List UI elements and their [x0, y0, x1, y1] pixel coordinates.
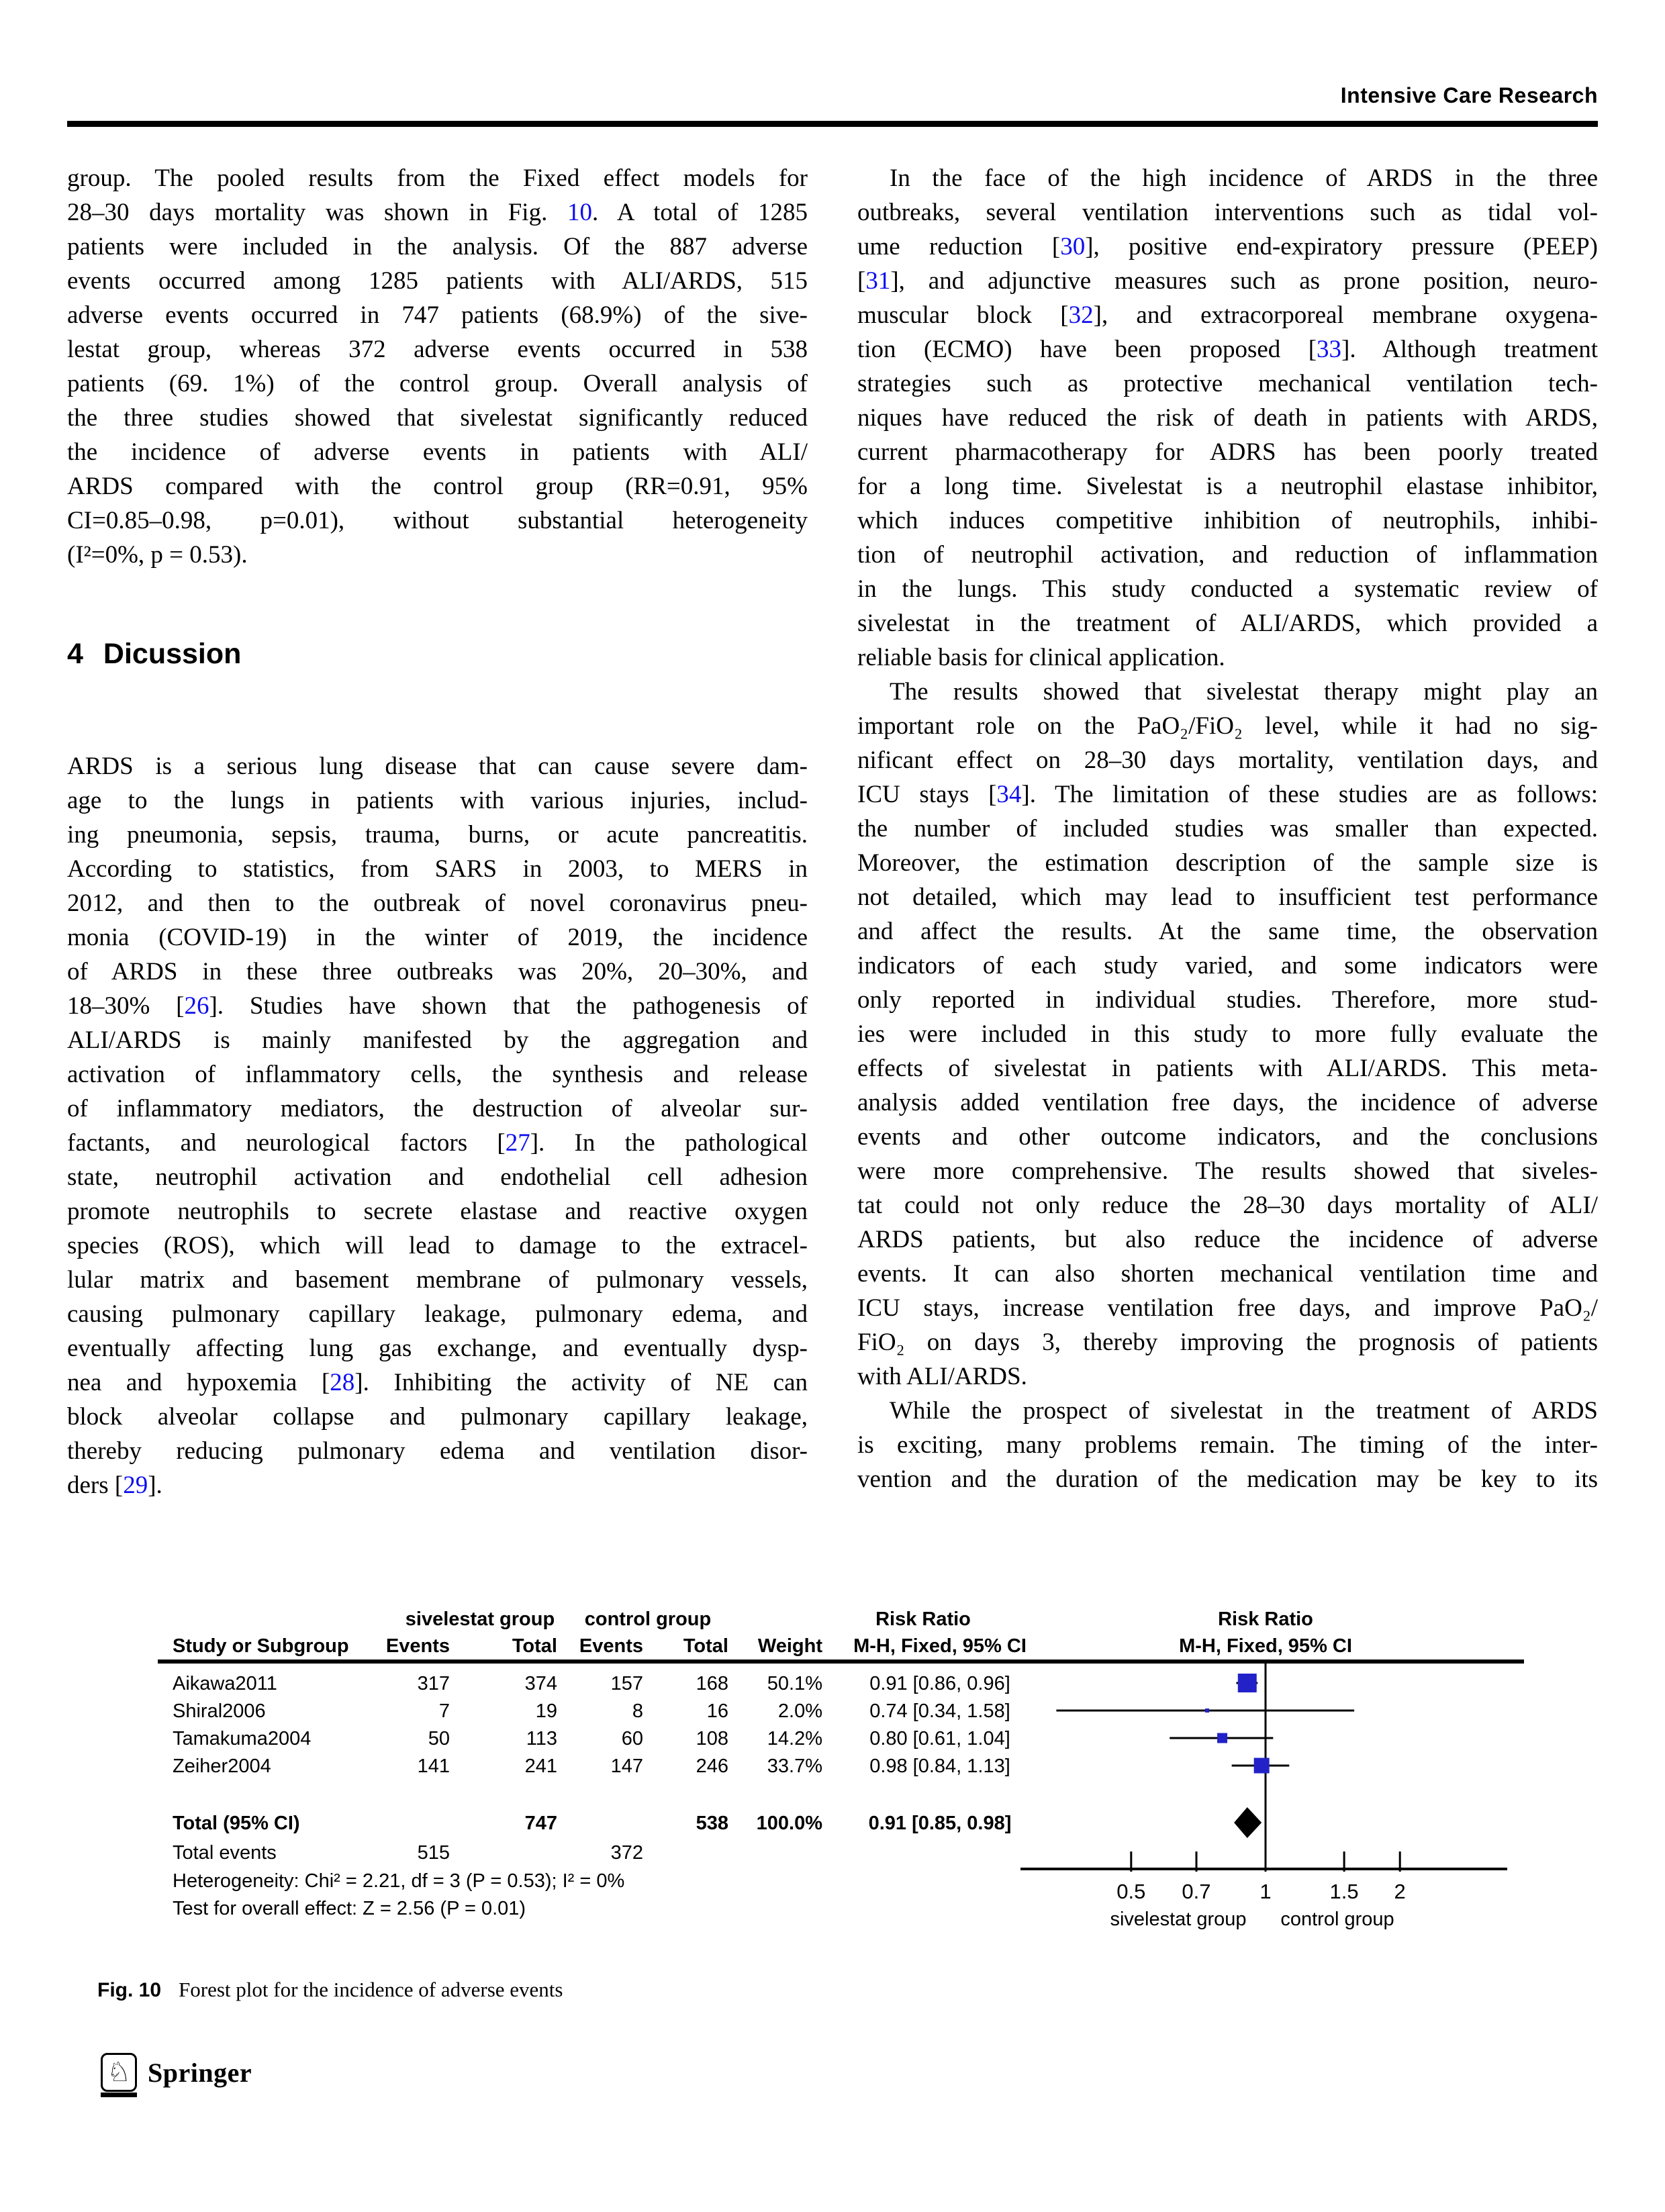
total-control: 538 [696, 1813, 728, 1834]
text-line: While the prospect of sivelestat in the treatment of ARDS [890, 1397, 1598, 1425]
text-line: the incidence of adverse events in patients with ALI/ [67, 438, 808, 466]
group-header-sivelestat: sivelestat group [405, 1608, 555, 1630]
axis-tick-label: 0.5 [1116, 1880, 1146, 1903]
text-line: events occurred among 1285 patients with ALI/ARDS, 515 [67, 267, 808, 295]
text-line: strategies such as protective mechanical ventilation tech- [857, 370, 1598, 397]
text-line: According to statistics, from SARS in 2003, to MERS in [67, 855, 808, 883]
text-line: ume reduction [30], positive end-expiratory pressure (PEEP) [857, 233, 1599, 260]
text-line: CI=0.85–0.98, p=0.01), without substantial heterogeneity [67, 507, 808, 534]
plot-title-risk-ratio: Risk Ratio [1218, 1608, 1313, 1630]
text-line: outbreaks, several ventilation interventions such as tidal vol- [857, 199, 1598, 226]
col-header-total-2: Total [683, 1635, 728, 1657]
text-line: not detailed, which may lead to insufficient test performance [857, 883, 1598, 911]
study-ci-text: 0.74 [0.34, 1.58] [869, 1700, 1010, 1722]
text-line: tat could not only reduce the 28–30 days mortality of ALI/ [857, 1192, 1598, 1219]
text-line: adverse events occurred in 747 patients (68.9%) of the sive- [67, 301, 808, 329]
text-line: ARDS patients, but also reduce the incidence of adverse [857, 1226, 1598, 1253]
axis-right-label: control group [1280, 1909, 1394, 1930]
text-line: 28–30 days mortality was shown in Fig. 10. A total of 1285 [67, 199, 808, 226]
study-total-control: 108 [696, 1728, 728, 1749]
effect-square [1217, 1733, 1227, 1743]
left-column-paragraph-2 [67, 749, 808, 1502]
text-line: tion (ECMO) have been proposed [33]. Although treatment [857, 336, 1598, 363]
pooled-diamond [1234, 1807, 1262, 1838]
text-line: thereby reducing pulmonary edema and ventilation disor- [67, 1437, 808, 1465]
right-column [857, 161, 1598, 1496]
study-events-control: 147 [610, 1756, 643, 1777]
total-events-label: Total events [173, 1842, 277, 1864]
text-line: tion of neutrophil activation, and reduction of inflammation [857, 541, 1598, 569]
citation-link[interactable]: 28 [330, 1369, 355, 1396]
text-line: Moreover, the estimation description of the sample size is [857, 849, 1598, 877]
text-line: indicators of each study varied, and some indicators were [857, 952, 1598, 979]
text-line: ICU stays, increase ventilation free days, and improve PaO₂/ [857, 1294, 1598, 1322]
effect-square [1238, 1674, 1257, 1692]
text-line: in the lungs. This study conducted a systematic review of [857, 575, 1598, 603]
study-total-control: 246 [696, 1756, 728, 1777]
text-line: 18–30% [26]. Studies have shown that the pathogenesis of [67, 992, 808, 1020]
study-total-control: 16 [706, 1700, 728, 1722]
heterogeneity-note: Heterogeneity: Chi² = 2.21, df = 3 (P = 0.53); I² = 0% [173, 1870, 625, 1892]
study-events-sivelestat: 141 [417, 1756, 450, 1777]
publisher-footer [101, 2053, 252, 2092]
text-line: only reported in individual studies. Therefore, more stud- [857, 986, 1598, 1014]
text-line: The results showed that sivelestat therapy might play an [890, 678, 1598, 706]
study-ci-text: 0.98 [0.84, 1.13] [869, 1756, 1010, 1777]
section-title: Dicussion [103, 638, 242, 670]
study-weight: 2.0% [777, 1700, 822, 1722]
figure-caption-label: Fig. 10 [97, 1979, 162, 2001]
text-line: analysis added ventilation free days, the incidence of adverse [857, 1089, 1598, 1116]
study-name: Tamakuma2004 [173, 1728, 312, 1749]
text-line: 2012, and then to the outbreak of novel coronavirus pneu- [67, 889, 808, 917]
study-events-control: 60 [621, 1728, 643, 1749]
text-line: events. It can also shorten mechanical ventilation time and [857, 1260, 1598, 1288]
study-name: Zeiher2004 [173, 1756, 271, 1777]
overall-effect-note: Test for overall effect: Z = 2.56 (P = 0.01) [173, 1898, 526, 1919]
text-line: age to the lungs in patients with various injuries, includ- [67, 787, 808, 814]
text-line: is exciting, many problems remain. The timing of the inter- [857, 1431, 1598, 1459]
axis-tick-label: 1.5 [1329, 1880, 1359, 1903]
study-total-control: 168 [696, 1673, 728, 1694]
text-line: lestat group, whereas 372 adverse events occurred in 538 [67, 336, 808, 363]
figure-caption [97, 1978, 563, 2002]
citation-link[interactable]: 34 [996, 781, 1022, 808]
text-line: patients were included in the analysis. Of the 887 adverse [67, 233, 808, 260]
text-line: ing pneumonia, sepsis, trauma, burns, or acute pancreatitis. [67, 821, 808, 849]
col-header-events-1: Events [385, 1635, 450, 1657]
text-line: patients (69. 1%) of the control group. Overall analysis of [67, 370, 808, 397]
study-total-sivelestat: 374 [524, 1673, 557, 1694]
text-line: lular matrix and basement membrane of pulmonary vessels, [67, 1266, 808, 1294]
study-weight: 14.2% [767, 1728, 822, 1749]
text-line: ies were included in this study to more fully evaluate the [857, 1020, 1598, 1048]
text-line: ARDS compared with the control group (RR=0.91, 95% [67, 473, 808, 500]
text-line: of inflammatory mediators, the destruction of alveolar sur- [67, 1095, 808, 1122]
citation-link[interactable]: 33 [1317, 336, 1342, 363]
study-events-sivelestat: 7 [438, 1700, 450, 1722]
text-line: important role on the PaO₂/FiO₂ level, while it had no sig- [857, 712, 1598, 740]
study-events-sivelestat: 50 [428, 1728, 450, 1749]
text-line: nificant effect on 28–30 days mortality, ventilation days, and [857, 747, 1598, 774]
citation-link[interactable]: 27 [505, 1129, 530, 1157]
figure-caption-text: Forest plot for the incidence of adverse events [179, 1978, 563, 2001]
text-line: niques have reduced the risk of death in patients with ARDS, [857, 404, 1598, 432]
study-name: Shiral2006 [173, 1700, 266, 1722]
effect-square [1254, 1758, 1270, 1774]
section-number: 4 [67, 638, 83, 670]
text-line: vention and the duration of the medication may be key to its [857, 1465, 1598, 1493]
text-line: which induces competitive inhibition of neutrophils, inhibi- [857, 507, 1598, 534]
text-line: ALI/ARDS is mainly manifested by the aggregation and [67, 1026, 808, 1054]
study-ci-text: 0.91 [0.86, 0.96] [869, 1673, 1010, 1694]
column-group-risk-ratio: Risk Ratio [875, 1608, 971, 1630]
effect-square [1205, 1709, 1209, 1713]
text-line: species (ROS), which will lead to damage to the extracel- [67, 1232, 808, 1259]
text-line: were more comprehensive. The results showed that siveles- [857, 1157, 1598, 1185]
text-line: block alveolar collapse and pulmonary capillary leakage, [67, 1403, 808, 1431]
citation-link[interactable]: 29 [123, 1472, 148, 1499]
total-ci-text: 0.91 [0.85, 0.98] [868, 1813, 1012, 1834]
header-rule [67, 121, 1598, 127]
citation-link[interactable]: 31 [865, 267, 891, 295]
text-line: events and other outcome indicators, and the conclusions [857, 1123, 1598, 1151]
col-header-total-1: Total [512, 1635, 557, 1657]
text-line: of ARDS in these three outbreaks was 20%, 20–30%, and [67, 958, 808, 985]
study-name: Aikawa2011 [173, 1673, 277, 1694]
study-total-sivelestat: 241 [524, 1756, 557, 1777]
text-line: factants, and neurological factors [27]. In the pathological [67, 1129, 808, 1157]
study-weight: 33.7% [767, 1756, 822, 1777]
citation-link[interactable]: 26 [184, 992, 209, 1020]
citation-link[interactable]: 10 [567, 199, 592, 226]
total-events-sivelestat: 515 [417, 1842, 450, 1864]
text-line: (I²=0%, p = 0.53). [67, 541, 248, 569]
text-line: group. The pooled results from the Fixed effect models for [67, 164, 808, 192]
text-line: monia (COVID-19) in the winter of 2019, the incidence [67, 924, 808, 951]
study-total-sivelestat: 113 [526, 1728, 557, 1749]
text-line: sivelestat in the treatment of ALI/ARDS, which provided a [857, 610, 1598, 637]
total-weight: 100.0% [756, 1813, 822, 1834]
text-line: with ALI/ARDS. [857, 1363, 1027, 1390]
springer-logo-icon: ♘ [101, 2053, 137, 2092]
text-line: reliable basis for clinical application. [857, 644, 1225, 671]
text-line: and affect the results. At the same time, the observation [857, 918, 1598, 945]
citation-link[interactable]: 30 [1060, 233, 1086, 260]
study-events-sivelestat: 317 [417, 1673, 450, 1694]
text-line: current pharmacotherapy for ADRS has been poorly treated [857, 438, 1598, 466]
col-header-events-2: Events [579, 1635, 643, 1657]
text-line: ARDS is a serious lung disease that can cause severe dam- [67, 753, 808, 780]
total-label: Total (95% CI) [173, 1813, 300, 1834]
col-header-weight: Weight [757, 1635, 822, 1657]
col-header-ci: M-H, Fixed, 95% CI [853, 1635, 1027, 1657]
study-events-control: 157 [610, 1673, 643, 1694]
section-heading [67, 638, 241, 671]
study-ci-text: 0.80 [0.61, 1.04] [869, 1728, 1010, 1749]
text-line: FiO₂ on days 3, thereby improving the prognosis of patients [857, 1329, 1598, 1356]
text-line: In the face of the high incidence of ARDS in the three [890, 164, 1598, 192]
plot-header-ci: M-H, Fixed, 95% CI [1179, 1635, 1352, 1657]
total-events-control: 372 [610, 1842, 643, 1864]
publisher-name: Springer [148, 2057, 252, 2088]
total-sivelestat: 747 [524, 1813, 557, 1834]
text-line: for a long time. Sivelestat is a neutrophil elastase inhibitor, [857, 473, 1598, 500]
text-line: the number of included studies was smaller than expected. [857, 815, 1598, 843]
study-total-sivelestat: 19 [535, 1700, 557, 1722]
text-line: activation of inflammatory cells, the synthesis and release [67, 1061, 808, 1088]
text-line: eventually affecting lung gas exchange, and eventually dysp- [67, 1335, 808, 1362]
text-line: causing pulmonary capillary leakage, pulmonary edema, and [67, 1300, 808, 1328]
text-line: promote neutrophils to secrete elastase and reactive oxygen [67, 1198, 808, 1225]
text-line: ders [29]. [67, 1472, 162, 1499]
text-line: effects of sivelestat in patients with ALI/ARDS. This meta- [857, 1055, 1598, 1082]
text-line: muscular block [32], and extracorporeal membrane oxygena- [857, 301, 1598, 329]
text-line: the three studies showed that sivelestat significantly reduced [67, 404, 808, 432]
journal-title: Intensive Care Research [1340, 83, 1598, 107]
study-events-control: 8 [632, 1700, 643, 1722]
text-line: state, neutrophil activation and endothelial cell adhesion [67, 1163, 808, 1191]
axis-left-label: sivelestat group [1110, 1909, 1247, 1930]
text-line: ICU stays [34]. The limitation of these studies are as follows: [857, 781, 1599, 808]
group-header-control: control group [584, 1608, 712, 1630]
text-line: nea and hypoxemia [28]. Inhibiting the activity of NE can [67, 1369, 808, 1396]
study-weight: 50.1% [767, 1673, 822, 1694]
left-column-paragraph-1 [67, 161, 808, 572]
citation-link[interactable]: 32 [1068, 301, 1094, 329]
axis-tick-label: 1 [1259, 1880, 1272, 1903]
text-line: [31], and adjunctive measures such as prone position, neuro- [857, 267, 1598, 295]
axis-tick-label: 0.7 [1182, 1880, 1211, 1903]
axis-tick-label: 2 [1394, 1880, 1406, 1903]
col-header-study: Study or Subgroup [173, 1635, 349, 1657]
